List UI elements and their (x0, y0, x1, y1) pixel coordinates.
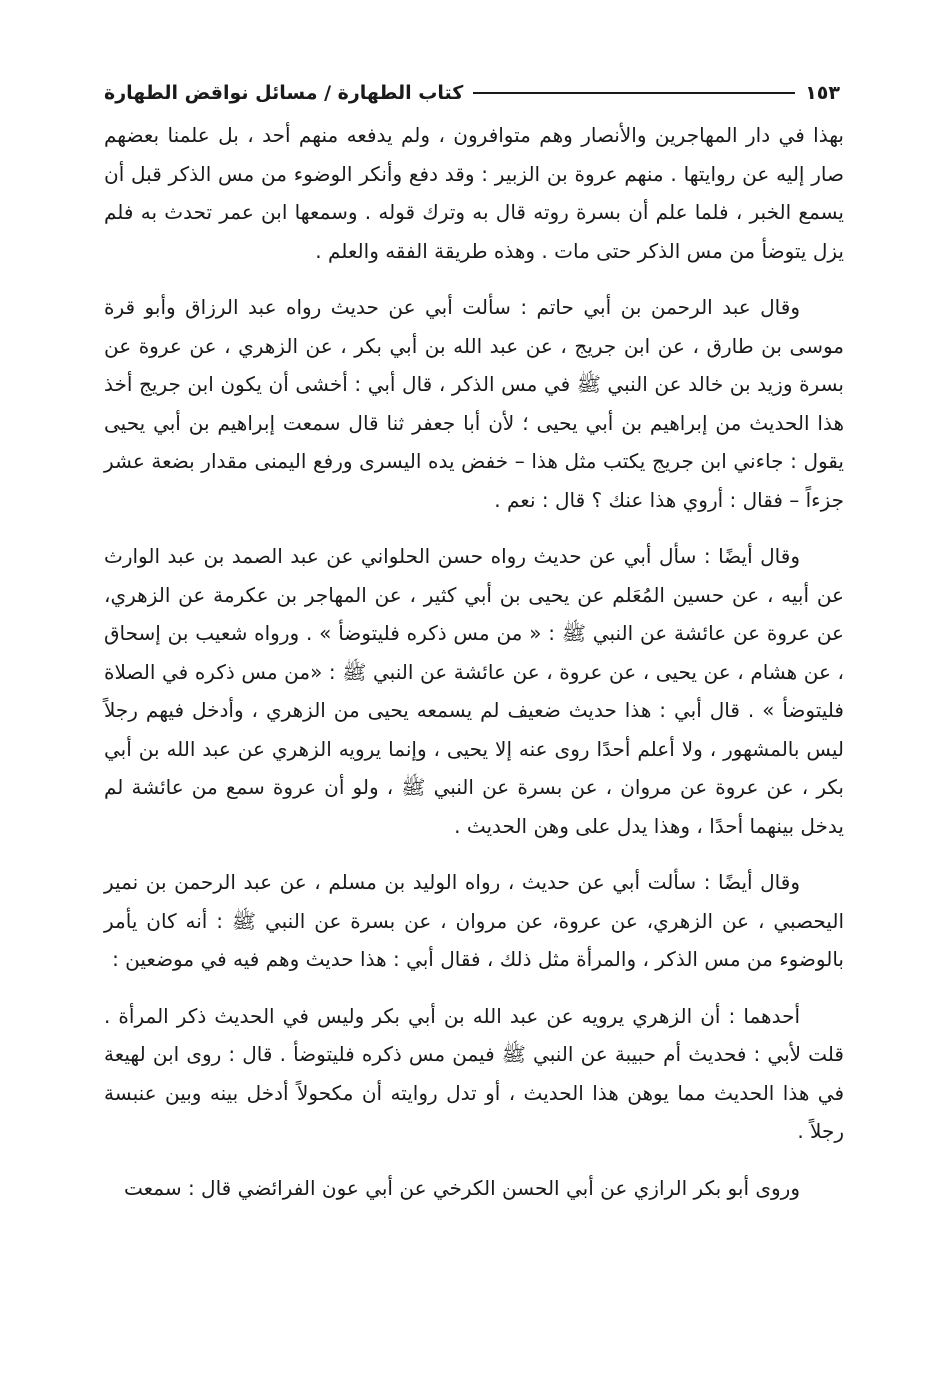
page-number: ١٥٣ (805, 82, 840, 104)
paragraph-3: وقال أيضًا : سأل أبي عن حديث رواه حسن الحلواني عن عبد الصمد بن عبد الوارث عن أبيه ، عن حسين المُعَلم عن يحيى بن أبي كثير ، عن المهاجر بن عكرمة عن الزهري، عن عروة عن عائشة عن النبي ﷺ : « من مس ذكره فليتوضأ » . ورواه شعيب بن إسحاق ، عن هشام ، عن يحيى ، عن عروة ، عن عائشة عن النبي ﷺ : «من مس ذكره في الصلاة فليتوضأ » . قال أبي : هذا حديث ضعيف لم يسمعه يحيى من الزهري ، وأدخل فيهم رجلاً ليس بالمشهور ، ولا أعلم أحدًا روى عنه إلا يحيى ، وإنما يرويه الزهري عن عبد الله بن أبي بكر ، عن عروة عن مروان ، عن بسرة عن النبي ﷺ ، ولو أن عروة سمع من عائشة لم يدخل بينهما أحدًا ، وهذا يدل على وهن الحديث . (104, 544, 844, 838)
paragraph-4: وقال أيضًا : سألت أبي عن حديث ، رواه الوليد بن مسلم ، عن عبد الرحمن بن نمير اليحصبي ، عن الزهري، عن عروة، عن مروان ، عن بسرة عن النبي ﷺ : أنه كان يأمر بالوضوء من مس الذكر ، والمرأة مثل ذلك ، فقال أبي : هذا حديث وهم فيه في موضعين : (104, 870, 844, 971)
paragraph-6: وروى أبو بكر الرازي عن أبي الحسن الكرخي عن أبي عون الفرائضي قال : سمعت (123, 1175, 800, 1200)
paragraph-2: وقال عبد الرحمن بن أبي حاتم : سألت أبي عن حديث رواه عبد الرزاق وأبو قرة موسى بن طارق ، عن ابن جريج ، عن عبد الله بن أبي بكر ، عن الزهري ، عن عروة عن بسرة وزيد بن خالد عن النبي ﷺ في مس الذكر ، قال أبي : أخشى أن يكون ابن جريج أخذ هذا الحديث من إبراهيم بن أبي يحيى ؛ لأن أبا جعفر ثنا قال سمعت إبراهيم بن أبي يحيى يقول : جاءني ابن جريج يكتب مثل هذا – خفض يده اليسرى ورفع اليمنى مقدار بضعة عشر جزءاً – فقال : أروي هذا عنك ؟ قال : نعم . (104, 295, 844, 512)
header-rule (473, 92, 795, 94)
page-body (104, 116, 844, 1207)
page-header (104, 78, 840, 108)
paragraph-1: بهذا في دار المهاجرين والأنصار وهم متوافرون ، ولم يدفعه منهم أحد ، بل علمنا بعضهم صار إليه عن روايتها . منهم عروة بن الزبير : وقد دفع وأنكر الوضوء من مس الذكر قبل أن يسمع الخبر ، فلما علم أن بسرة روته قال به وترك قوله . وسمعها ابن عمر تحدث به فلم يزل يتوضأ من مس الذكر حتى مات . وهذه طريقة الفقه والعلم . (104, 123, 844, 263)
running-title: كتاب الطهارة / مسائل نواقض الطهارة (104, 82, 464, 104)
paragraph-5: أحدهما : أن الزهري يرويه عن عبد الله بن أبي بكر وليس في الحديث ذكر المرأة . قلت لأبي : فحديث أم حبيبة عن النبي ﷺ فيمن مس ذكره فليتوضأ . قال : روى ابن لهيعة في هذا الحديث مما يوهن هذا الحديث ، أو تدل روايته أن مكحولاً أدخل بينه وبين عنبسة رجلاً . (104, 1003, 844, 1143)
